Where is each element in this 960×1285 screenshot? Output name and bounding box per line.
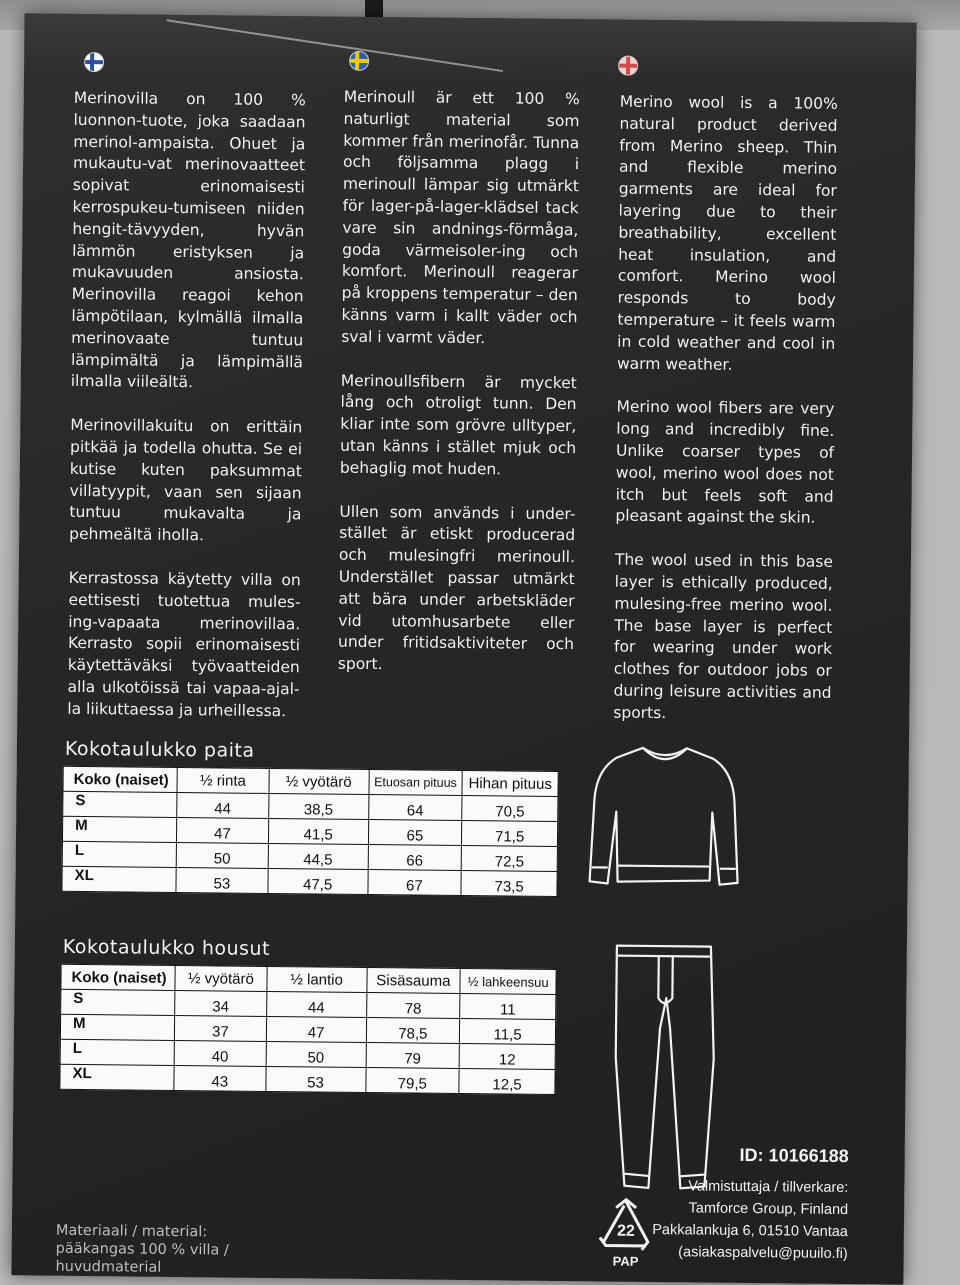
pants-table-title: Kokotaulukko housut <box>62 935 271 960</box>
table-cell: 43 <box>174 1065 266 1091</box>
size-cell: XL <box>62 866 176 892</box>
table-cell: 47 <box>266 1016 366 1042</box>
size-cell: S <box>61 989 175 1015</box>
size-cell: L <box>60 1039 174 1065</box>
table-cell: 53 <box>176 867 268 893</box>
column-english <box>613 92 838 749</box>
recycle-number: 22 <box>616 1222 635 1240</box>
swedish-paragraph-2: Merinoullsfibern är mycket lång och otroligt tunn. Den kliar inte som grövre ulltyper, utan känns i stället mjuk och behaglig mot huden. <box>339 371 577 479</box>
table-cell: 38,5 <box>268 793 368 819</box>
table-cell: 53 <box>266 1066 366 1092</box>
column-swedish <box>337 87 579 700</box>
column-finnish <box>67 88 306 745</box>
table-cell: 78,5 <box>366 1017 460 1043</box>
pants-header-leg-opening: ½ lahkeensuu <box>460 968 556 994</box>
table-cell: 40 <box>174 1040 266 1066</box>
table-cell: 70,5 <box>462 795 558 821</box>
shirt-header-chest: ½ rinta <box>177 768 269 794</box>
pants-header-hip: ½ lantio <box>267 966 367 992</box>
english-paragraph-1: Merino wool is a 100% natural product derived from Merino sheep. Thin and flexible merino garments are ideal for layering due to their breathability, excellent heat insulation, and comfort. Merino wool responds to body temperature – it feels warm in cold weather and cool in warm weather. <box>616 92 838 374</box>
table-cell: 50 <box>176 843 268 869</box>
table-cell: 73,5 <box>461 870 557 896</box>
table-cell: 44 <box>266 991 366 1017</box>
table-cell: 66 <box>368 845 462 871</box>
table-cell: 44,5 <box>268 843 368 869</box>
manufacturer-name: Tamforce Group, Finland <box>688 1200 849 1219</box>
size-cell: M <box>60 1014 174 1040</box>
shirt-header-waist: ½ vyötärö <box>269 768 369 794</box>
torn-edge <box>166 19 503 78</box>
english-flag-icon <box>618 56 638 76</box>
table-cell: 12,5 <box>459 1068 555 1094</box>
material-line: huvudmaterial <box>55 1258 162 1276</box>
material-info <box>55 1222 229 1278</box>
table-cell: 64 <box>368 795 462 821</box>
recycle-code: PAP <box>612 1253 639 1269</box>
swedish-paragraph-3: Ullen som används i under-stället är etiskt producerad och mulesingfri merinoull. Understället passar utmärkt att bära under arbetskläder vid utomhusarbete eller under fritidsaktiviteter och sport. <box>337 502 576 674</box>
table-cell: 65 <box>368 820 462 846</box>
table-cell: 50 <box>266 1041 366 1067</box>
table-cell: 11,5 <box>460 1018 556 1044</box>
material-line: pääkangas 100 % villa / <box>55 1240 229 1259</box>
shirt-size-table <box>61 766 558 897</box>
table-cell: 67 <box>367 870 461 896</box>
table-row <box>60 1064 555 1094</box>
table-cell: 79 <box>366 1042 460 1068</box>
table-cell: 71,5 <box>462 820 558 846</box>
pants-header-inseam: Sisäsauma <box>366 967 460 993</box>
table-cell: 11 <box>460 993 556 1019</box>
finnish-paragraph-1: Merinovilla on 100 % luonnon-tuote, joka saadaan merinol-ampaista. Ohuet ja mukautu-vat merinovaatteet sopivat erinomaisesti kerrospukeu-tumiseen niiden hengit-tävyyden, hyvän lämmön eristyksen ja mukavuuden ansiosta. Merinovilla reagoi kehon lämpötilaan, kylmällä ilmalla merinovaate tuntuu lämpimältä ja lämpimällä ilmalla viileältä. <box>70 88 306 392</box>
finnish-paragraph-3: Kerrastossa käytetty villa on eettisesti tuotettua mules-ing-vapaata merinovillaa. Kerrasto sopii erinomaisesti käytettäväksi työvaatteiden alla ulkotöissä tai vapaa-ajal-la liikuttaessa ja urheillessa. <box>67 568 301 720</box>
product-id: ID: 10166188 <box>739 1144 849 1167</box>
shirt-illustration-icon <box>583 739 745 891</box>
finnish-paragraph-2: Merinovillakuitu on erittäin pitkää ja todella ohutta. Se ei kutise kuten paksummat villatyypit, vaan sen sijaan tuntuu mukavalta ja pehmeältä iholla. <box>69 416 303 545</box>
table-cell: 44 <box>177 793 269 819</box>
size-cell: L <box>62 841 176 867</box>
swedish-flag-icon <box>349 51 369 71</box>
finnish-flag-icon <box>84 52 104 72</box>
customer-service-email: (asiakaspalvelu@puuilo.fi) <box>678 1244 848 1263</box>
table-cell: 12 <box>459 1043 555 1069</box>
table-cell: 47 <box>177 818 269 844</box>
table-cell: 79,5 <box>365 1067 459 1093</box>
table-cell: 41,5 <box>268 818 368 844</box>
table-row <box>62 866 557 896</box>
table-cell: 37 <box>174 1015 266 1041</box>
material-line: Materiaali / material: <box>55 1222 208 1241</box>
pants-size-table <box>59 964 556 1095</box>
size-cell: XL <box>60 1064 174 1090</box>
pants-header-size: Koko (naiset) <box>61 964 175 990</box>
english-paragraph-3: The wool used in this base layer is ethically produced, mulesing-free merino wool. The base layer is perfect for wearing under work clothes for outdoor jobs or during leisure activities and sports. <box>613 550 834 722</box>
table-cell: 72,5 <box>461 845 557 871</box>
shirt-table-title: Kokotaulukko paita <box>64 737 255 762</box>
manufacturer-address: Pakkalankuja 6, 01510 Vantaa <box>652 1222 848 1241</box>
package-back <box>11 13 916 1284</box>
manufacturer-label: Valmistuttaja / tillverkare: <box>688 1178 849 1197</box>
shirt-header-size: Koko (naiset) <box>63 766 177 792</box>
size-cell: M <box>62 816 176 842</box>
shirt-header-sleeve-length: Hihan pituus <box>462 770 558 796</box>
recycle-icon <box>594 1197 659 1270</box>
shirt-header-front-length: Etuosan pituus <box>369 770 463 796</box>
size-cell: S <box>63 791 177 817</box>
table-cell: 34 <box>175 990 267 1016</box>
english-paragraph-2: Merino wool fibers are very long and incredibly fine. Unlike coarser types of wool, merino wool does not itch but feels soft and pleasant against the skin. <box>615 397 835 528</box>
swedish-paragraph-1: Merinoull är ett 100 % naturligt material som kommer från merinofår. Tunna och följsamma plagg i merinoull lämpar sig utmärkt för lager-på-lager-klädsel tack vare sin andnings-förmåga, goda värmeisoler-ing och komfort. Merinoull reagerar på kroppens temperatur – den känns varm i kallt väder och sval i varmt väder. <box>341 87 580 347</box>
pants-header-waist: ½ vyötärö <box>175 965 267 991</box>
table-cell: 78 <box>366 992 460 1018</box>
table-cell: 47,5 <box>268 868 368 894</box>
